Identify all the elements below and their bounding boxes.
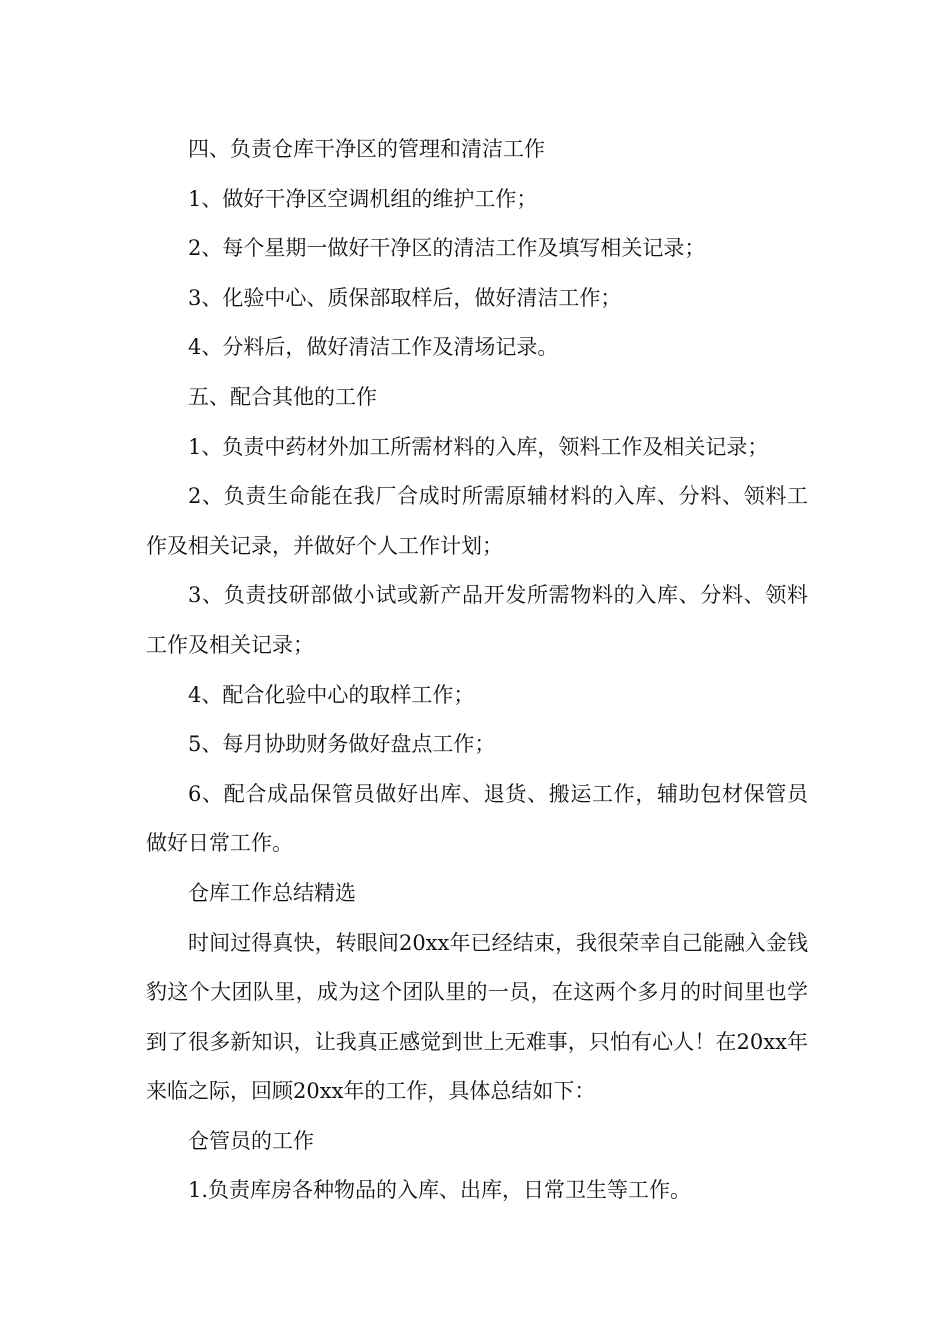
list-item: 2、负责生命能在我厂合成时所需原辅材料的入库、分料、领料工作及相关记录，并做好个人工作计划； [146,484,808,558]
list-item: 1、负责中药材外加工所需材料的入库，领料工作及相关记录； [188,434,769,459]
list-item: 1、做好干净区空调机组的维护工作； [188,186,538,211]
article-title: 仓库工作总结精选 [188,880,356,905]
list-item: 2、每个星期一做好干净区的清洁工作及填写相关记录； [188,236,706,261]
subsection-heading: 仓管员的工作 [188,1128,314,1153]
section-heading-5: 五、配合其他的工作 [188,384,377,409]
list-item: 5、每月协助财务做好盘点工作； [188,732,496,757]
list-item: 4、配合化验中心的取样工作； [188,682,475,707]
intro-paragraph: 时间过得真快，转眼间20xx年已经结束，我很荣幸自己能融入金钱豹这个大团队里，成为这个团队里的一员，在这两个多月的时间里也学到了很多新知识，让我真正感觉到世上无难事，只怕有心人！在20xx年来临之际，回顾20xx年的工作，具体总结如下： [146,930,808,1104]
list-item: 4、分料后，做好清洁工作及清场记录。 [188,335,559,360]
list-item: 3、负责技研部做小试或新产品开发所需物料的入库、分料、领料工作及相关记录； [146,583,808,657]
section-heading-4: 四、负责仓库干净区的管理和清洁工作 [188,137,545,161]
list-item: 6、配合成品保管员做好出库、退货、搬运工作，辅助包材保管员做好日常工作。 [146,781,808,856]
list-item: 1.负责库房各种物品的入库、出库，日常卫生等工作。 [188,1178,692,1203]
document-body [146,125,808,1216]
list-item: 3、化验中心、质保部取样后，做好清洁工作； [188,285,622,310]
